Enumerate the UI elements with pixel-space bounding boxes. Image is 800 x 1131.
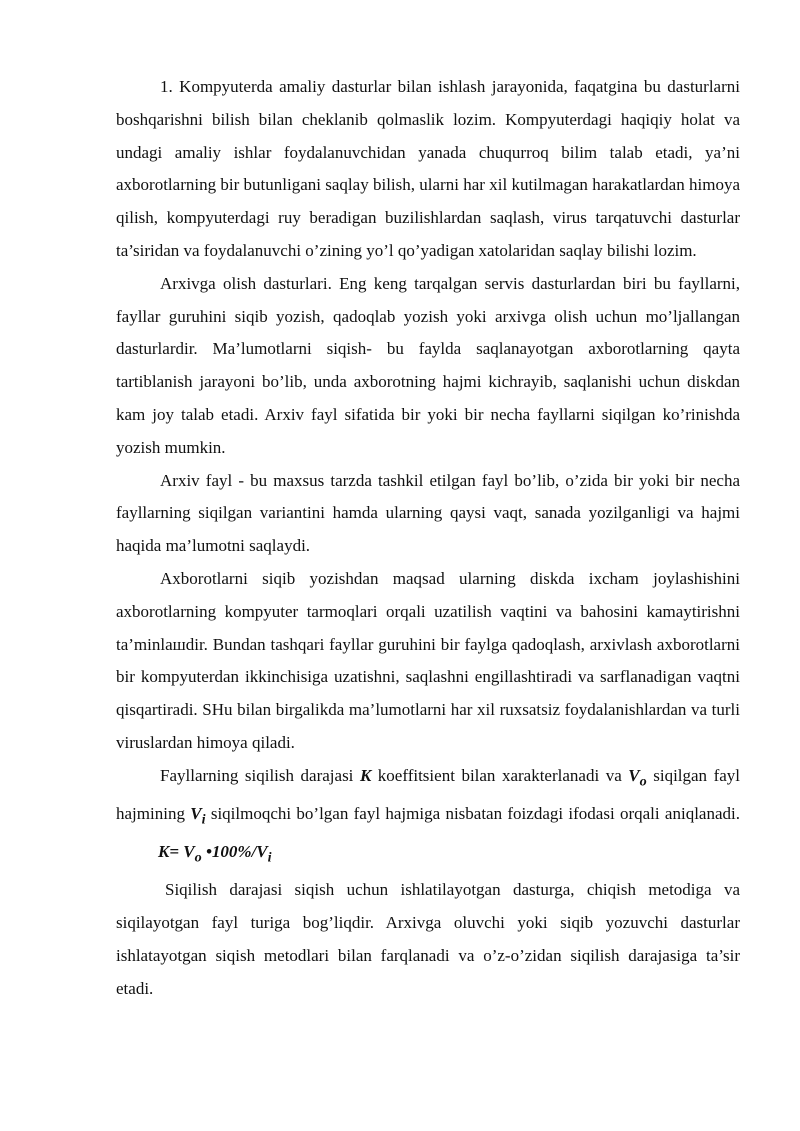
paragraph-compression-purpose: Axborotlarni siqib yozishdan maqsad ularning diskda ixcham joylashishini axborotlarning kompyuter tarmoqlari orqali uzatilish vaqtini va bahosini kamaytirishni ta’minlaшdir. Bundan tashqari fayllar guruhini bir faylga qadoqlash, arxivlash axborotlarni bir kompyuterdan ikkinchisiga uzatishni, saqlashni engillashtiradi va sarflanadigan vaqtni qisqartiradi. SHu bilan birgalikda ma’lumotlarni har xil ruxsatsiz foydalanishlardan va turli viruslardan himoya qiladi. (116, 568, 740, 752)
paragraph-compression-ratio (116, 760, 740, 875)
paragraph-archiving-programs: Arxivga olish dasturlari. Eng keng tarqalgan servis dasturlardan biri bu fayllarni, fayllar guruhini siqib yozish, qadoqlab yozish yoki arxivga olish uchun mo’ljallangan dasturlardir. Ma’lumotlarni siqish- bu faylda saqlanayotgan axborotlarning qayta tartiblanish jarayoni bo’lib, unda axborotning hajmi kichrayib, saqlanishi uchun diskdan kam joy talab etadi. Arxiv fayl sifatida bir yoki bir necha fayllarni siqilgan ko’rinishda yozish mumkin. (116, 273, 740, 457)
paragraph-intro: 1. Kompyuterda amaliy dasturlar bilan ishlash jarayonida, faqatgina bu dasturlarni boshqarishni bilish bilan cheklanib qolmaslik lozim. Kompyuterdagi haqiqiy holat va undagi amaliy ishlar foydalanuvchidan yanada chuqurroq bilim talab etadi, ya’ni axborotlarning bir butunligani saqlay bilish, ularni har xil kutilmagan harakatlardan himoya qilish, kompyuterdagi ruy beradigan buzilishlardan saqlash, virus tarqatuvchi dasturlar ta’siridan va foydalanuvchi o’zining yo’l qo’yadigan xatolaridan saqlay bilishi lozim. (116, 77, 740, 260)
symbol-vi-sub: i (201, 811, 206, 828)
formula-sub-i: i (267, 849, 272, 866)
symbol-vo-sub: o (639, 773, 647, 790)
formula-sub-o: o (194, 849, 202, 866)
formula-mid: •100%/V (201, 842, 268, 862)
document-body (116, 71, 740, 1005)
ratio-text-4: siqilmoqchi bo’lgan fayl hajmiga nisbatan foizdagi ifodasi orqali aniqlanadi. (205, 803, 740, 823)
ratio-text-2: koeffitsient bilan xarakterlanadi va (371, 765, 629, 785)
ratio-text-1: Fayllarning siqilish darajasi (160, 765, 360, 785)
symbol-vo: V (628, 765, 640, 785)
paragraph-compression-degree: Siqilish darajasi siqish uchun ishlatilayotgan dasturga, chiqish metodiga va siqilayotgan fayl turiga bog’liqdir. Arxivga oluvchi yoki siqib yozuvchi dasturlar ishlatayotgan siqish metodlari bilan farqlanadi va o’z-o’zidan siqilish darajasiga ta’sir etadi. (116, 880, 740, 998)
symbol-vi: V (190, 803, 202, 823)
symbol-k: K (359, 765, 372, 785)
formula-main: K= V (158, 842, 195, 862)
ratio-text-3: siqilgan fayl hajmining (116, 765, 741, 823)
paragraph-archive-file: Arxiv fayl - bu maxsus tarzda tashkil etilgan fayl bo’lib, o’zida bir yoki bir necha fayllarning siqilgan variantini hamda ularning qaysi vaqt, sanada yozilganligi va hajmi haqida ma’lumotni saqlaydi. (116, 470, 740, 556)
formula (158, 842, 272, 866)
